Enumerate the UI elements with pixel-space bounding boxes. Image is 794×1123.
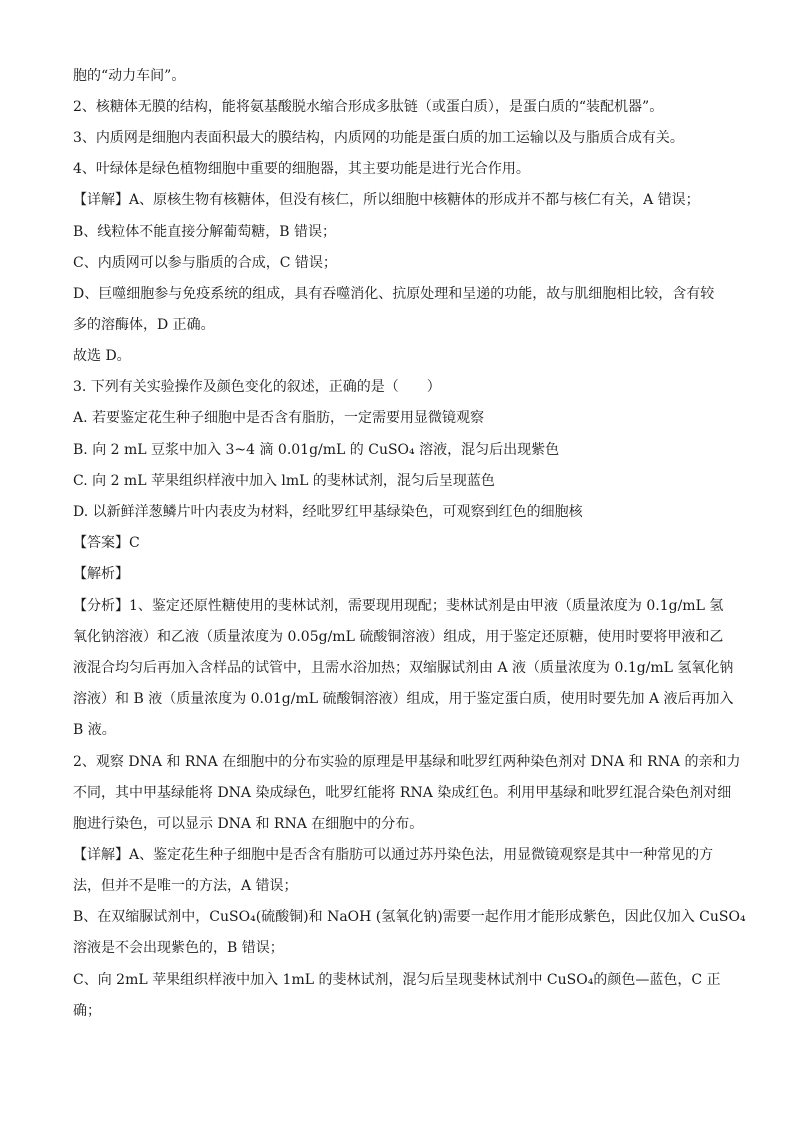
text-line: 2、核糖体无膜的结构，能将氨基酸脱水缩合形成多肽链（或蛋白质），是蛋白质的“装配机器”。 [73, 99, 664, 115]
text-line: 确； [73, 1003, 101, 1019]
option-b: B. 向 2 mL 豆浆中加入 3~4 滴 0.01g/mL 的 CuSO₄ 溶液，混匀后出现紫色 [73, 442, 560, 458]
answer-line: 【答案】C [73, 535, 140, 551]
text-line: B、在双缩脲试剂中，CuSO₄(硫酸铜)和 NaOH (氢氧化钠)需要一起作用才能形成紫色，因此仅加入 CuSO₄ [73, 909, 746, 925]
text-line: 溶液）和 B 液（质量浓度为 0.01g/mL 硫酸铜溶液）组成，用于鉴定蛋白质，使用时要先加 A 液后再加入 [73, 691, 734, 707]
text-line: 【分析】1、鉴定还原性糖使用的斐林试剂，需要现用现配；斐林试剂是由甲液（质量浓度为 0.1g/mL 氢 [73, 598, 724, 614]
question-stem: 3. 下列有关实验操作及颜色变化的叙述，正确的是（ ） [73, 379, 441, 395]
option-a: A. 若要鉴定花生种子细胞中是否含有脂肪，一定需要用显微镜观察 [73, 410, 485, 426]
text-line: 液混合均匀后再加入含样品的试管中，且需水浴加热；双缩脲试剂由 A 液（质量浓度为 0.1g/mL 氢氧化钠 [73, 660, 734, 676]
text-line: 4、叶绿体是绿色植物细胞中重要的细胞器，其主要功能是进行光合作用。 [73, 161, 530, 177]
text-line: 氧化钠溶液）和乙液（质量浓度为 0.05g/mL 硫酸铜溶液）组成，用于鉴定还原糖，使用时要将甲液和乙 [73, 629, 724, 645]
text-line: B 液。 [73, 722, 116, 738]
text-line: 【详解】A、鉴定花生种子细胞中是否含有脂肪可以通过苏丹染色法，用显微镜观察是其中一种常见的方 [73, 847, 714, 863]
text-line: B、线粒体不能直接分解葡萄糖，B 错误； [73, 224, 337, 240]
option-c: C. 向 2 mL 苹果组织样液中加入 lmL 的斐林试剂，混匀后呈现蓝色 [73, 473, 495, 489]
text-line: 多的溶酶体，D 正确。 [73, 317, 215, 333]
text-line: 3、内质网是细胞内表面积最大的膜结构，内质网的功能是蛋白质的加工运输以及与脂质合成有关。 [73, 130, 684, 146]
option-d: D. 以新鲜洋葱鳞片叶内表皮为材料，经吡罗红甲基绿染色，可观察到红色的细胞核 [73, 504, 583, 520]
text-line: 不同，其中甲基绿能将 DNA 染成绿色，吡罗红能将 RNA 染成红色。利用甲基绿和吡罗红混合染色剂对细 [73, 785, 732, 801]
analysis-heading: 【解析】 [73, 566, 129, 582]
text-line: 胞的“动力车间”。 [73, 68, 186, 84]
text-line: 溶液是不会出现紫色的，B 错误； [73, 940, 284, 956]
text-line: C、内质网可以参与脂质的合成，C 错误； [73, 255, 337, 271]
text-line: C、向 2mL 苹果组织样液中加入 1mL 的斐林试剂，混匀后呈现斐林试剂中 CuSO₄的颜色—蓝色，C 正 [73, 972, 721, 988]
text-line: 2、观察 DNA 和 RNA 在细胞中的分布实验的原理是甲基绿和吡罗红两种染色剂对 DNA 和 RNA 的亲和力 [73, 754, 741, 770]
text-line: 胞进行染色，可以显示 DNA 和 RNA 在细胞中的分布。 [73, 816, 424, 832]
text-line: 法，但并不是唯一的方法，A 错误； [73, 878, 298, 894]
text-line: D、巨噬细胞参与免疫系统的组成，具有吞噬消化、抗原处理和呈递的功能，故与肌细胞相比较，含有较 [73, 286, 715, 302]
text-line: 故选 D。 [73, 348, 131, 364]
text-line: 【详解】A、原核生物有核糖体，但没有核仁，所以细胞中核糖体的形成并不都与核仁有关，A 错误； [73, 192, 700, 208]
